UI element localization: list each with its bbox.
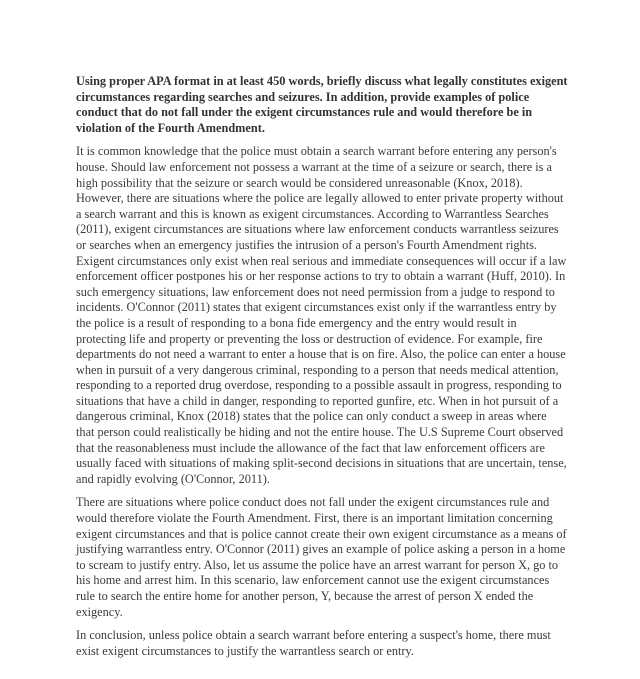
document-body xyxy=(76,74,568,667)
question-prompt: Using proper APA format in at least 450 words, briefly discuss what legally constitutes exigent circumstances regarding searches and seizures. In addition, provide examples of police conduct that do not fall under the exigent circumstances rule and would therefore be in violation of the Fourth Amendment. xyxy=(76,74,568,135)
paragraph-introduction: It is common knowledge that the police must obtain a search warrant before entering any person's house. Should law enforcement not possess a warrant at the time of a seizure or search, there is a high possibility that the seizure or search would be considered unreasonable (Knox, 2018). However, there are situations where the police are legally allowed to enter private property without a search warrant and this is known as exigent circumstances. According to Warrantless Searches (2011), exigent circumstances are situations where law enforcement conducts warrantless seizures or searches when an emergency justifies the intrusion of a person's Fourth Amendment rights. Exigent circumstances only exist when real serious and immediate consequences will occur if a law enforcement officer postpones his or her response actions to try to obtain a warrant (Huff, 2010). In such emergency situations, law enforcement does not need permission from a judge to respond to incidents. O'Connor (2011) states that exigent circumstances exist only if the warrantless entry by the police is a result of responding to a bona fide emergency and the entry would result in protecting life and property or preventing the loss or destruction of evidence. For example, fire departments do not need a warrant to enter a house that is on fire. Also, the police can enter a house when in pursuit of a very dangerous criminal, responding to a person that needs medical attention, responding to a reported drug overdose, responding to a possible assault in progress, responding to situations that have a child in danger, responding to reported gunfire, etc. When in hot pursuit of a dangerous criminal, Knox (2018) states that the police can only conduct a sweep in areas where that person could realistically be hiding and not the entire house. The U.S Supreme Court observed that the reasonableness must include the allowance of the fact that law enforcement officers are usually faced with situations of making split-second decisions in situations that are uncertain, tense, and rapidly evolving (O'Connor, 2011). xyxy=(76,144,567,486)
paragraph-violations: There are situations where police conduct does not fall under the exigent circumstances rule and would therefore violate the Fourth Amendment. First, there is an important limitation concerning exigent circumstances and that is police cannot create their own exigent circumstance as a means of justifying warrantless entry. O'Connor (2011) gives an example of police asking a person in a home to scream to justify entry. Also, let us assume the police have an arrest warrant for person X, go to his home and arrest him. In this scenario, law enforcement cannot use the exigent circumstances rule to search the entire home for another person, Y, because the arrest of person X ended the exigency. xyxy=(76,495,567,619)
paragraph-conclusion: In conclusion, unless police obtain a search warrant before entering a suspect's home, there must exist exigent circumstances to justify the warrantless search or entry. xyxy=(76,628,551,658)
